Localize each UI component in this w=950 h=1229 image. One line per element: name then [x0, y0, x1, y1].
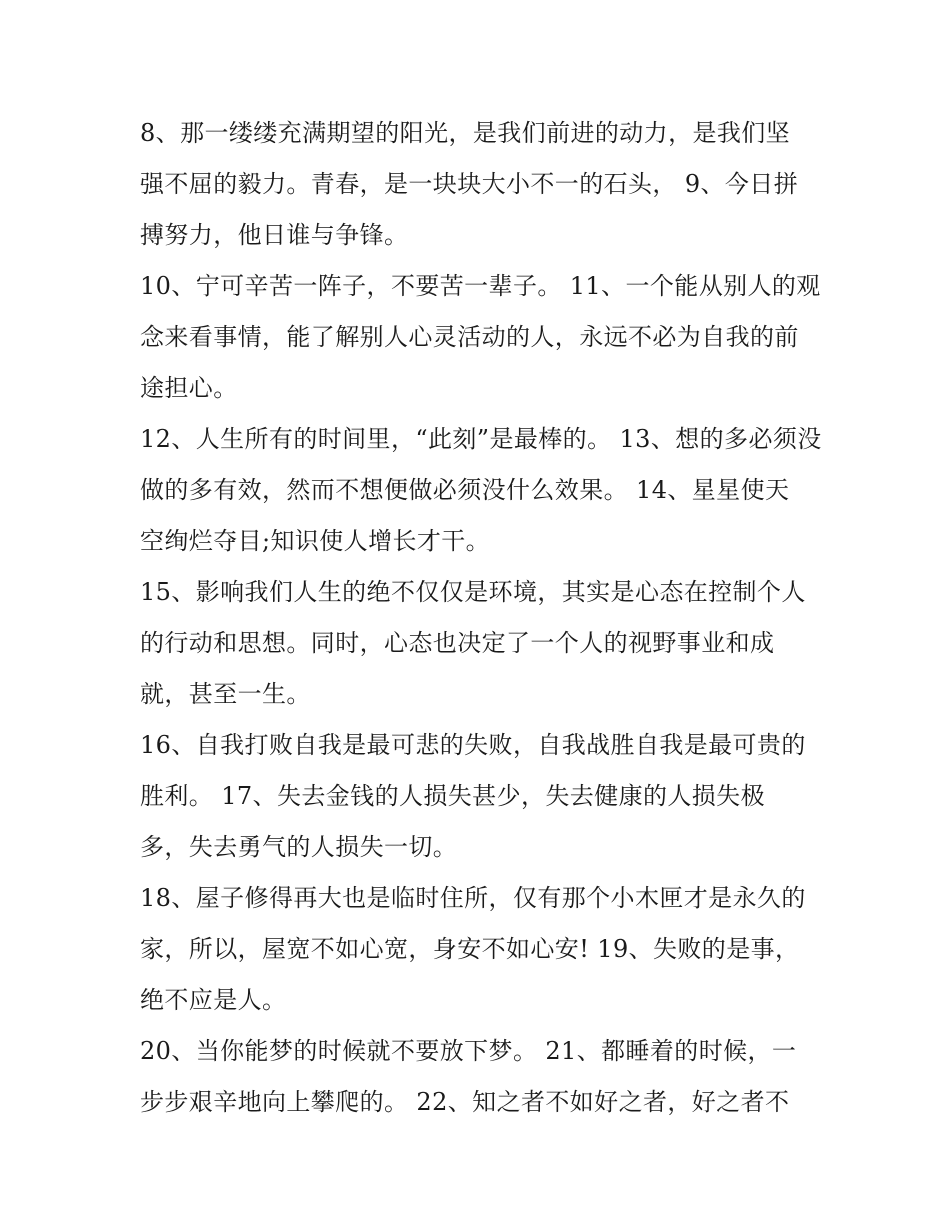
text-line: 强不屈的毅力。青春，是一块块大小不一的石头， 9、今日拼 [140, 170, 799, 198]
text-line: 15、影响我们人生的绝不仅仅是环境，其实是心态在控制个人 [140, 578, 806, 606]
text-line: 的行动和思想。同时，心态也决定了一个人的视野事业和成 [140, 629, 775, 657]
text-line: 搏努力，他日谁与争锋。 [140, 221, 409, 249]
text-line: 绝不应是人。 [140, 986, 287, 1014]
text-line: 10、宁可辛苦一阵子，不要苦一辈子。 11、一个能从别人的观 [140, 272, 821, 300]
document-body [140, 108, 820, 1128]
text-line: 念来看事情，能了解别人心灵活动的人，永远不必为自我的前 [140, 323, 799, 351]
text-line: 空绚烂夺目;知识使人增长才干。 [140, 527, 491, 555]
text-line: 8、那一缕缕充满期望的阳光，是我们前进的动力，是我们坚 [140, 119, 791, 147]
text-line: 12、人生所有的时间里，“此刻”是最棒的。 13、想的多必须没 [140, 425, 822, 453]
text-line: 步步艰辛地向上攀爬的。 22、知之者不如好之者，好之者不 [140, 1088, 790, 1116]
text-line: 就，甚至一生。 [140, 680, 311, 708]
text-line: 16、自我打败自我是最可悲的失败，自我战胜自我是最可贵的 [140, 731, 806, 759]
text-line: 18、屋子修得再大也是临时住所，仅有那个小木匣才是永久的 [140, 884, 806, 912]
text-line: 多，失去勇气的人损失一切。 [140, 833, 458, 861]
text-line: 途担心。 [140, 374, 238, 402]
text-line: 胜利。 17、失去金钱的人损失甚少，失去健康的人损失极 [140, 782, 765, 810]
text-line: 20、当你能梦的时候就不要放下梦。 21、都睡着的时候，一 [140, 1037, 797, 1065]
text-line: 家，所以，屋宽不如心宽，身安不如心安! 19、失败的是事， [140, 935, 800, 963]
text-line: 做的多有效，然而不想便做必须没什么效果。 14、星星使天 [140, 476, 790, 504]
